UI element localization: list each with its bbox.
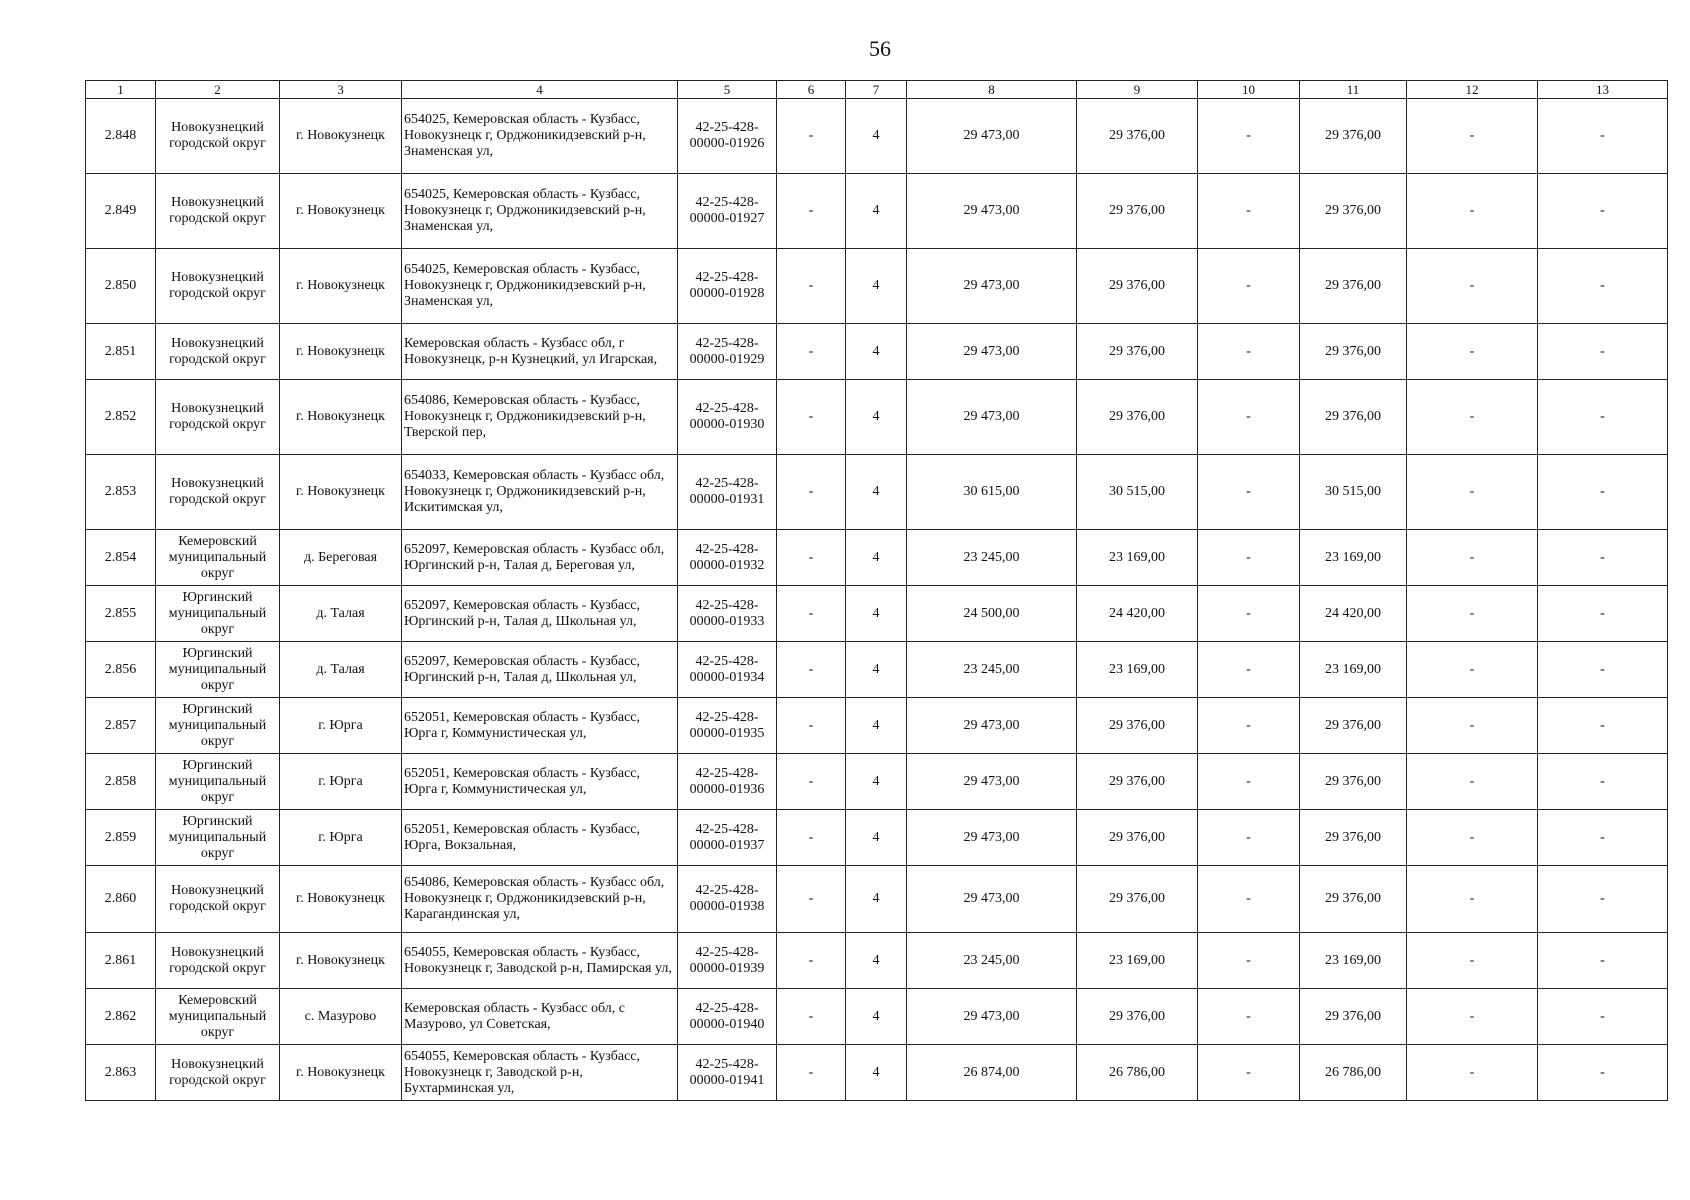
column-header: 1 [86, 81, 156, 99]
table-cell: 23 169,00 [1077, 933, 1198, 989]
table-cell: 29 376,00 [1300, 249, 1407, 324]
table-cell: 42-25-428-00000-01935 [678, 698, 777, 754]
table-cell: - [1198, 810, 1300, 866]
table-row [86, 324, 1668, 380]
table-cell: Юргинский муниципальный округ [156, 810, 280, 866]
table-cell: - [1407, 249, 1538, 324]
page-number: 56 [869, 36, 891, 61]
table-row [86, 866, 1668, 933]
table-cell: 23 245,00 [907, 530, 1077, 586]
table-cell: 42-25-428-00000-01928 [678, 249, 777, 324]
table-cell: - [1538, 324, 1668, 380]
table-cell: 29 376,00 [1300, 754, 1407, 810]
table-cell: 42-25-428-00000-01929 [678, 324, 777, 380]
table-cell: 29 473,00 [907, 754, 1077, 810]
table-cell: 4 [846, 810, 907, 866]
table-cell: Новокузнецкий городской округ [156, 174, 280, 249]
table-cell: 29 376,00 [1300, 866, 1407, 933]
table-cell: Новокузнецкий городской округ [156, 455, 280, 530]
table-body [86, 99, 1668, 1101]
table-cell: 23 169,00 [1300, 642, 1407, 698]
table-cell: Юргинский муниципальный округ [156, 586, 280, 642]
table-cell: Юргинский муниципальный округ [156, 754, 280, 810]
table-cell: - [1407, 754, 1538, 810]
table-cell: 23 169,00 [1077, 642, 1198, 698]
table-cell: Новокузнецкий городской округ [156, 99, 280, 174]
table-cell: 29 376,00 [1077, 754, 1198, 810]
table-cell: 29 473,00 [907, 324, 1077, 380]
table-cell: - [1198, 989, 1300, 1045]
table-cell: 23 245,00 [907, 642, 1077, 698]
column-header: 10 [1198, 81, 1300, 99]
table-cell: 23 245,00 [907, 933, 1077, 989]
table-cell: 4 [846, 1045, 907, 1101]
table-row [86, 642, 1668, 698]
table-cell: Новокузнецкий городской округ [156, 1045, 280, 1101]
table-cell: 654086, Кемеровская область - Кузбасс обл, Новокузнецк г, Орджоникидзевский р-н, Карагандинская ул, [402, 866, 678, 933]
table-cell: 42-25-428-00000-01927 [678, 174, 777, 249]
column-header: 12 [1407, 81, 1538, 99]
table-row [86, 586, 1668, 642]
column-header: 8 [907, 81, 1077, 99]
table-cell: 42-25-428-00000-01937 [678, 810, 777, 866]
table-cell: - [1538, 698, 1668, 754]
table-cell: с. Мазурово [280, 989, 402, 1045]
table-cell: - [1407, 866, 1538, 933]
table-row [86, 530, 1668, 586]
table-cell: 29 473,00 [907, 866, 1077, 933]
table-cell: 4 [846, 530, 907, 586]
table-cell: 4 [846, 642, 907, 698]
table-cell: 2.863 [86, 1045, 156, 1101]
table-cell: 4 [846, 866, 907, 933]
table-cell: - [1538, 989, 1668, 1045]
table-cell: - [777, 1045, 846, 1101]
table-cell: 29 473,00 [907, 698, 1077, 754]
table-cell: 30 515,00 [1077, 455, 1198, 530]
table-cell: 42-25-428-00000-01938 [678, 866, 777, 933]
table-cell: 2.856 [86, 642, 156, 698]
table-cell: 2.853 [86, 455, 156, 530]
table-cell: 42-25-428-00000-01933 [678, 586, 777, 642]
table-cell: - [1407, 698, 1538, 754]
table-row [86, 455, 1668, 530]
table-cell: - [1407, 455, 1538, 530]
table-cell: 29 376,00 [1300, 698, 1407, 754]
table-cell: 42-25-428-00000-01926 [678, 99, 777, 174]
table-cell: - [777, 754, 846, 810]
table-cell: - [1198, 1045, 1300, 1101]
table-cell: Юргинский муниципальный округ [156, 642, 280, 698]
table-cell: Новокузнецкий городской округ [156, 324, 280, 380]
table-cell: - [777, 249, 846, 324]
table-cell: 2.859 [86, 810, 156, 866]
table-cell: - [1538, 642, 1668, 698]
table-cell: 652051, Кемеровская область - Кузбасс, Юрга г, Коммунистическая ул, [402, 754, 678, 810]
table-cell: Кемеровский муниципальный округ [156, 989, 280, 1045]
table-cell: Кемеровская область - Кузбасс обл, с Мазурово, ул Советская, [402, 989, 678, 1045]
table-cell: 30 615,00 [907, 455, 1077, 530]
table-cell: 29 376,00 [1077, 698, 1198, 754]
column-header: 11 [1300, 81, 1407, 99]
table-cell: 4 [846, 455, 907, 530]
table-cell: 42-25-428-00000-01940 [678, 989, 777, 1045]
table-cell: 26 874,00 [907, 1045, 1077, 1101]
table-cell: 42-25-428-00000-01932 [678, 530, 777, 586]
table-cell: г. Новокузнецк [280, 380, 402, 455]
table-row [86, 99, 1668, 174]
column-header: 5 [678, 81, 777, 99]
table-cell: - [777, 99, 846, 174]
table-cell: 42-25-428-00000-01931 [678, 455, 777, 530]
table-cell: 29 376,00 [1077, 99, 1198, 174]
table-cell: Новокузнецкий городской округ [156, 933, 280, 989]
table-cell: - [1407, 174, 1538, 249]
table-cell: 42-25-428-00000-01930 [678, 380, 777, 455]
table-cell: - [777, 642, 846, 698]
table-cell: - [1538, 933, 1668, 989]
table-cell: 42-25-428-00000-01941 [678, 1045, 777, 1101]
table-cell: 29 376,00 [1300, 810, 1407, 866]
table-cell: - [1407, 586, 1538, 642]
table-cell: 42-25-428-00000-01936 [678, 754, 777, 810]
table-row [86, 810, 1668, 866]
table-row [86, 249, 1668, 324]
table-cell: - [1198, 455, 1300, 530]
table-cell: 654055, Кемеровская область - Кузбасс, Новокузнецк г, Заводской р-н, Бухтарминская ул, [402, 1045, 678, 1101]
table-cell: 652097, Кемеровская область - Кузбасс, Юргинский р-н, Талая д, Школьная ул, [402, 642, 678, 698]
table-cell: 4 [846, 698, 907, 754]
table-cell: 2.861 [86, 933, 156, 989]
table-cell: 652097, Кемеровская область - Кузбасс, Юргинский р-н, Талая д, Школьная ул, [402, 586, 678, 642]
table-cell: - [1538, 174, 1668, 249]
table-cell: - [1538, 866, 1668, 933]
table-row [86, 754, 1668, 810]
table-cell: - [777, 174, 846, 249]
table-row [86, 1045, 1668, 1101]
table-cell: г. Юрга [280, 754, 402, 810]
table-cell: - [1407, 530, 1538, 586]
table-cell: - [777, 933, 846, 989]
table-cell: 2.855 [86, 586, 156, 642]
table-cell: - [1198, 530, 1300, 586]
table-cell: 654025, Кемеровская область - Кузбасс, Новокузнецк г, Орджоникидзевский р-н, Знаменская ул, [402, 99, 678, 174]
table-cell: Новокузнецкий городской округ [156, 380, 280, 455]
column-header: 4 [402, 81, 678, 99]
table-row [86, 698, 1668, 754]
table-cell: 26 786,00 [1300, 1045, 1407, 1101]
table-cell: 2.854 [86, 530, 156, 586]
table-cell: г. Новокузнецк [280, 174, 402, 249]
table-cell: г. Новокузнецк [280, 455, 402, 530]
table-cell: 26 786,00 [1077, 1045, 1198, 1101]
table-cell: - [777, 530, 846, 586]
table-cell: 29 473,00 [907, 249, 1077, 324]
table-cell: г. Юрга [280, 810, 402, 866]
table-cell: - [777, 324, 846, 380]
table-cell: 4 [846, 754, 907, 810]
table-cell: 2.849 [86, 174, 156, 249]
table-cell: - [777, 989, 846, 1045]
table-cell: - [1198, 866, 1300, 933]
table-cell: 652051, Кемеровская область - Кузбасс, Юрга, Вокзальная, [402, 810, 678, 866]
table-cell: 2.850 [86, 249, 156, 324]
table-cell: - [1407, 933, 1538, 989]
table-cell: 29 473,00 [907, 99, 1077, 174]
table-cell: - [1198, 586, 1300, 642]
table-cell: 23 169,00 [1300, 933, 1407, 989]
table-cell: - [1407, 1045, 1538, 1101]
table-cell: - [1198, 174, 1300, 249]
table-cell: - [1198, 99, 1300, 174]
column-header: 3 [280, 81, 402, 99]
table-cell: Кемеровская область - Кузбасс обл, г Новокузнецк, р-н Кузнецкий, ул Игарская, [402, 324, 678, 380]
table-cell: - [1407, 380, 1538, 455]
table-cell: - [1538, 249, 1668, 324]
table-cell: 652051, Кемеровская область - Кузбасс, Юрга г, Коммунистическая ул, [402, 698, 678, 754]
table-cell: 4 [846, 174, 907, 249]
table-cell: 23 169,00 [1077, 530, 1198, 586]
table-cell: 654025, Кемеровская область - Кузбасс, Новокузнецк г, Орджоникидзевский р-н, Знаменская ул, [402, 174, 678, 249]
table-cell: - [777, 455, 846, 530]
table-cell: 654025, Кемеровская область - Кузбасс, Новокузнецк г, Орджоникидзевский р-н, Знаменская ул, [402, 249, 678, 324]
column-header: 6 [777, 81, 846, 99]
table-cell: 29 376,00 [1300, 989, 1407, 1045]
table-cell: 24 420,00 [1077, 586, 1198, 642]
table-cell: 654055, Кемеровская область - Кузбасс, Новокузнецк г, Заводской р-н, Памирская ул, [402, 933, 678, 989]
registry-table [85, 80, 1668, 1101]
table-cell: Юргинский муниципальный округ [156, 698, 280, 754]
table-cell: 42-25-428-00000-01934 [678, 642, 777, 698]
table-cell: - [1538, 99, 1668, 174]
table-cell: 4 [846, 989, 907, 1045]
table-cell: 29 473,00 [907, 380, 1077, 455]
table-cell: 29 376,00 [1077, 380, 1198, 455]
table-cell: 4 [846, 586, 907, 642]
table-cell: 24 420,00 [1300, 586, 1407, 642]
table-cell: г. Новокузнецк [280, 249, 402, 324]
table-cell: 652097, Кемеровская область - Кузбасс обл, Юргинский р-н, Талая д, Береговая ул, [402, 530, 678, 586]
table-cell: - [1538, 586, 1668, 642]
table-row [86, 174, 1668, 249]
table-cell: г. Юрга [280, 698, 402, 754]
table-cell: 29 376,00 [1077, 810, 1198, 866]
table-cell: - [1407, 810, 1538, 866]
table-cell: д. Береговая [280, 530, 402, 586]
table-cell: 2.852 [86, 380, 156, 455]
table-cell: - [1407, 324, 1538, 380]
table-cell: - [1198, 754, 1300, 810]
table-cell: - [777, 810, 846, 866]
table-row [86, 380, 1668, 455]
table-cell: - [1538, 754, 1668, 810]
table-cell: 2.851 [86, 324, 156, 380]
table-cell: - [777, 586, 846, 642]
table-cell: 29 473,00 [907, 810, 1077, 866]
table-cell: г. Новокузнецк [280, 866, 402, 933]
table-cell: - [1198, 642, 1300, 698]
table-cell: - [777, 380, 846, 455]
table-cell: - [1198, 249, 1300, 324]
table-cell: Новокузнецкий городской округ [156, 249, 280, 324]
table-cell: 29 376,00 [1300, 99, 1407, 174]
table-row [86, 933, 1668, 989]
table-cell: 4 [846, 380, 907, 455]
table-cell: Кемеровский муниципальный округ [156, 530, 280, 586]
table-cell: 654086, Кемеровская область - Кузбасс, Новокузнецк г, Орджоникидзевский р-н, Тверской пер, [402, 380, 678, 455]
table-cell: 29 376,00 [1300, 324, 1407, 380]
table-cell: 29 376,00 [1077, 324, 1198, 380]
table-cell: г. Новокузнецк [280, 1045, 402, 1101]
column-header: 2 [156, 81, 280, 99]
table-cell: 29 376,00 [1300, 174, 1407, 249]
table-cell: 4 [846, 99, 907, 174]
table-cell: 4 [846, 324, 907, 380]
table-cell: 4 [846, 933, 907, 989]
table-cell: 2.857 [86, 698, 156, 754]
table-cell: 24 500,00 [907, 586, 1077, 642]
table-cell: - [1198, 698, 1300, 754]
header-row [86, 81, 1668, 99]
table-cell: 654033, Кемеровская область - Кузбасс обл, Новокузнецк г, Орджоникидзевский р-н, Искитимская ул, [402, 455, 678, 530]
table-cell: - [777, 866, 846, 933]
table-cell: - [1407, 99, 1538, 174]
table-cell: г. Новокузнецк [280, 933, 402, 989]
table-cell: 4 [846, 249, 907, 324]
table-cell: 29 376,00 [1077, 249, 1198, 324]
table-cell: г. Новокузнецк [280, 324, 402, 380]
column-header: 7 [846, 81, 907, 99]
table-cell: - [1538, 455, 1668, 530]
table-cell: 29 376,00 [1077, 866, 1198, 933]
table-cell: - [1538, 1045, 1668, 1101]
table-cell: 23 169,00 [1300, 530, 1407, 586]
table-cell: 29 376,00 [1300, 380, 1407, 455]
table-cell: г. Новокузнецк [280, 99, 402, 174]
table-cell: - [1198, 324, 1300, 380]
table-cell: 29 473,00 [907, 989, 1077, 1045]
column-header: 9 [1077, 81, 1198, 99]
table-cell: 29 376,00 [1077, 989, 1198, 1045]
table-cell: Новокузнецкий городской округ [156, 866, 280, 933]
table-cell: - [1538, 810, 1668, 866]
column-header: 13 [1538, 81, 1668, 99]
table-cell: 30 515,00 [1300, 455, 1407, 530]
table-cell: - [1538, 530, 1668, 586]
table-cell: - [1407, 989, 1538, 1045]
table-cell: д. Талая [280, 586, 402, 642]
table-cell: 2.862 [86, 989, 156, 1045]
table-cell: - [777, 698, 846, 754]
table-cell: - [1407, 642, 1538, 698]
table-cell: - [1198, 380, 1300, 455]
table-cell: д. Талая [280, 642, 402, 698]
table-cell: 42-25-428-00000-01939 [678, 933, 777, 989]
table-cell: 29 473,00 [907, 174, 1077, 249]
table-cell: - [1538, 380, 1668, 455]
table-row [86, 989, 1668, 1045]
table-cell: 2.848 [86, 99, 156, 174]
table-cell: 2.860 [86, 866, 156, 933]
table-cell: 29 376,00 [1077, 174, 1198, 249]
table-cell: 2.858 [86, 754, 156, 810]
table-cell: - [1198, 933, 1300, 989]
